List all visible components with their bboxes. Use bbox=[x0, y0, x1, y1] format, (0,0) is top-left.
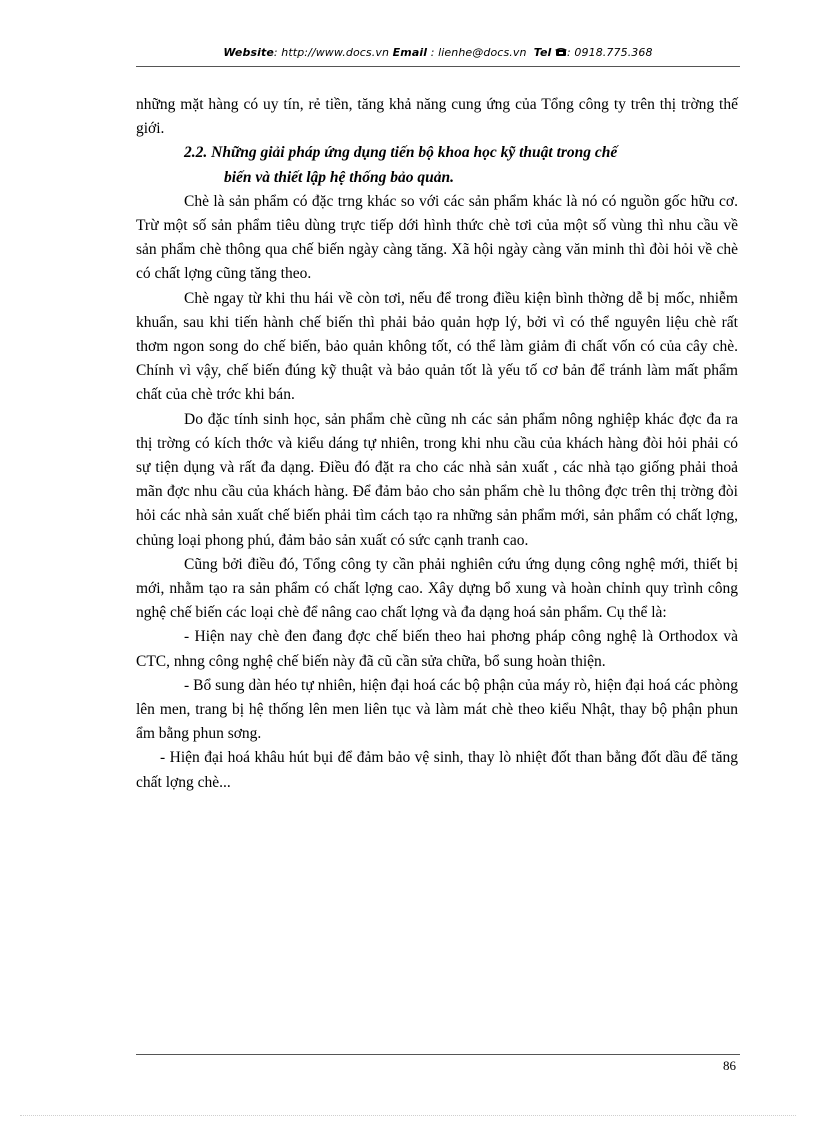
paragraph-intro: những mặt hàng có uy tín, rẻ tiền, tăng khả năng cung ứng của Tổng công ty trên thị trờng thế giới. bbox=[136, 96, 738, 138]
page-bottom-dots bbox=[20, 1115, 796, 1116]
section-heading bbox=[136, 141, 738, 189]
phone-icon bbox=[555, 47, 567, 60]
page-header bbox=[136, 46, 740, 60]
footer-divider bbox=[136, 1054, 740, 1055]
bullet-2: - Bổ sung dàn héo tự nhiên, hiện đại hoá các bộ phận của máy rò, hiện đại hoá các phòng lên men, trang bị hệ thống lên men liên tục và làm mát chè theo kiểu Nhật, thay bộ phận phun ẩm bằng phun sơng. bbox=[136, 676, 738, 743]
website-label: Website bbox=[223, 46, 274, 59]
bullet-1: - Hiện nay chè đen đang đợc chế biến theo hai phơng pháp công nghệ là Orthodox và CTC, nhng công nghệ chế biến này đã cũ cần sửa chữa, bổ sung hoàn thiện. bbox=[136, 628, 738, 670]
section-heading-line2: biến và thiết lập hệ thống bảo quản. bbox=[224, 168, 454, 186]
bullet-3: - Hiện đại hoá khâu hút bụi để đảm bảo vệ sinh, thay lò nhiệt đốt than bằng đốt dầu để tăng chất lợng chè... bbox=[136, 749, 738, 791]
document-body bbox=[136, 93, 738, 795]
section-heading-line1: 2.2. Những giải pháp ứng dụng tiến bộ khoa học kỹ thuật trong chế bbox=[184, 144, 618, 162]
paragraph-1: Chè là sản phẩm có đặc trng khác so với các sản phẩm khác là nó có nguồn gốc hữu cơ. Trừ một số sản phẩm tiêu dùng trực tiếp dới hình thức chè tơi của một số vùng thì nhu cầu về sản phẩm chè thông qua chế biến ngày càng tăng. Xã hội ngày càng văn minh thì đòi hỏi về chè có chất lợng cũng tăng theo. bbox=[136, 192, 738, 283]
header-divider bbox=[136, 66, 740, 67]
tel-value: : 0918.775.368 bbox=[567, 46, 653, 59]
paragraph-2: Chè ngay từ khi thu hái về còn tơi, nếu để trong điều kiện bình thờng dễ bị mốc, nhiễm khuẩn, sau khi tiến hành chế biến thì phải bảo quản hợp lý, bởi vì có thể nguyên liệu chè rất thơm ngon song do chế biến, bảo quản không tốt, có thể làm giảm đi chất vốn có của cây chè. Chính vì vậy, chế biến đúng kỹ thuật và bảo quản tốt là yếu tố cơ bản để tránh làm mất phẩm chất của chè trớc khi bán. bbox=[136, 289, 738, 404]
tel-label: Tel bbox=[533, 46, 552, 59]
email-value: : lienhe@docs.vn bbox=[427, 46, 527, 59]
page-number: 86 bbox=[723, 1058, 736, 1073]
paragraph-4: Cũng bởi điều đó, Tổng công ty cần phải nghiên cứu ứng dụng công nghệ mới, thiết bị mới, nhằm tạo ra sản phẩm có chất lợng cao. Xây dựng bổ xung và hoàn chỉnh quy trình công nghệ chế biến các loại chè để nâng cao chất lợng và đa dạng hoá sản phẩm. Cụ thể là: bbox=[136, 555, 738, 622]
website-value: : http://www.docs.vn bbox=[273, 46, 390, 59]
email-label: Email bbox=[392, 46, 428, 59]
paragraph-3: Do đặc tính sinh học, sản phẩm chè cũng nh các sản phẩm nông nghiệp khác đợc đa ra thị trờng có kích thớc và kiểu dáng tự nhiên, trong khi nhu cầu của khách hàng đòi hỏi phải có sự tiện dụng và rất đa dạng. Điều đó đặt ra cho các nhà sản xuất , các nhà tạo giống phải thoả mãn đợc nhu cầu của khách hàng. Để đảm bảo cho sản phẩm chè lu thông đợc trên thị trờng đòi hỏi các nhà sản xuất chế biến phải tìm cách tạo ra những sản phẩm mới, sản phẩm có chất lợng, chủng loại phong phú, đảm bảo sản xuất có sức cạnh tranh cao. bbox=[136, 410, 738, 549]
